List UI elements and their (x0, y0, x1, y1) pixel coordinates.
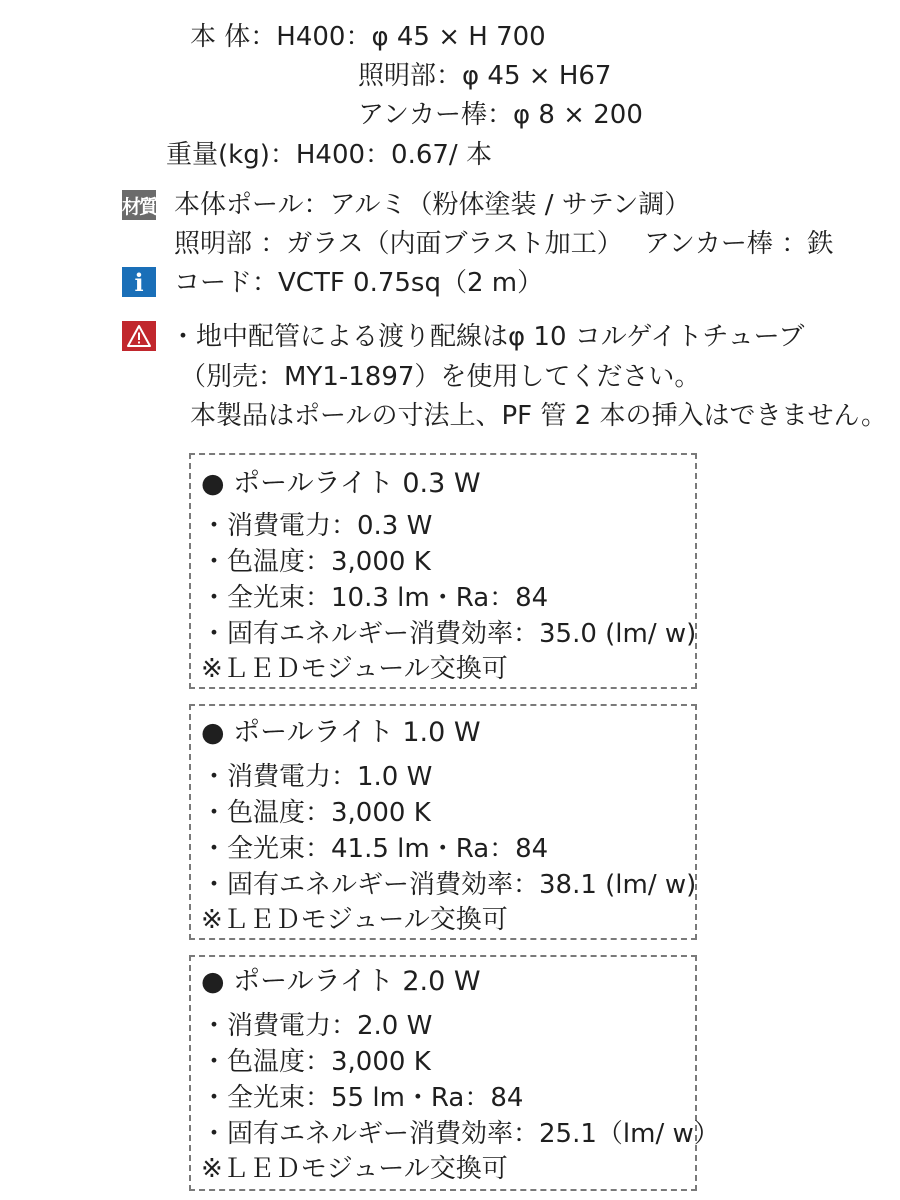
spec-note: ※ＬＥＤモジュール交換可 (201, 1154, 508, 1184)
spec-box-0-3w (189, 453, 697, 689)
dimension-lighting: 照明部：φ 45 × H67 (358, 61, 612, 91)
spec-power: ・消費電力：0.3 W (201, 511, 433, 541)
spec-efficiency: ・固有エネルギー消費効率：25.1（lm/ w） (201, 1119, 720, 1149)
spec-title: ● ポールライト 2.0 W (201, 966, 481, 997)
material-line-lighting: 照明部 ：ガラス（内面ブラスト加工） アンカー棒 ：鉄 (174, 229, 834, 259)
spec-efficiency: ・固有エネルギー消費効率：35.0 (lm/ w) (201, 619, 697, 649)
warning-icon (122, 321, 156, 351)
spec-box-1-0w (189, 704, 697, 940)
dimension-anchor: アンカー棒：φ 8 × 200 (358, 100, 643, 130)
material-badge: 材質 (122, 190, 156, 220)
spec-color-temp: ・色温度：3,000 K (201, 547, 431, 577)
spec-color-temp: ・色温度：3,000 K (201, 1047, 431, 1077)
spec-power: ・消費電力：1.0 W (201, 762, 433, 792)
warning-line-1: ・地中配管による渡り配線はφ 10 コルゲイトチューブ (170, 322, 805, 352)
material-line-body: 本体ポール：アルミ（粉体塗装 / サテン調） (174, 190, 691, 220)
spec-power: ・消費電力：2.0 W (201, 1011, 433, 1041)
cord-line: コード：VCTF 0.75sq（2 m） (174, 268, 544, 298)
spec-flux: ・全光束：10.3 lm・Ra：84 (201, 583, 549, 613)
spec-color-temp: ・色温度：3,000 K (201, 798, 431, 828)
spec-title: ● ポールライト 1.0 W (201, 717, 481, 748)
weight-line: 重量(kg)：H400：0.67/ 本 (166, 140, 492, 170)
dimension-body: 本 体：H400：φ 45 × H 700 (190, 22, 546, 52)
spec-title: ● ポールライト 0.3 W (201, 468, 481, 499)
spec-flux: ・全光束：55 lm・Ra：84 (201, 1083, 524, 1113)
spec-box-2-0w (189, 955, 720, 1191)
warning-line-2: （別売：MY1-1897）を使用してください。 (180, 362, 701, 392)
spec-note: ※ＬＥＤモジュール交換可 (201, 654, 508, 684)
warning-line-3: 本製品はポールの寸法上、PF 管 2 本の挿入はできません。 (190, 401, 888, 431)
info-icon: i (122, 267, 156, 297)
spec-note: ※ＬＥＤモジュール交換可 (201, 905, 508, 935)
spec-flux: ・全光束：41.5 lm・Ra：84 (201, 834, 549, 864)
spec-efficiency: ・固有エネルギー消費効率：38.1 (lm/ w) (201, 870, 697, 900)
